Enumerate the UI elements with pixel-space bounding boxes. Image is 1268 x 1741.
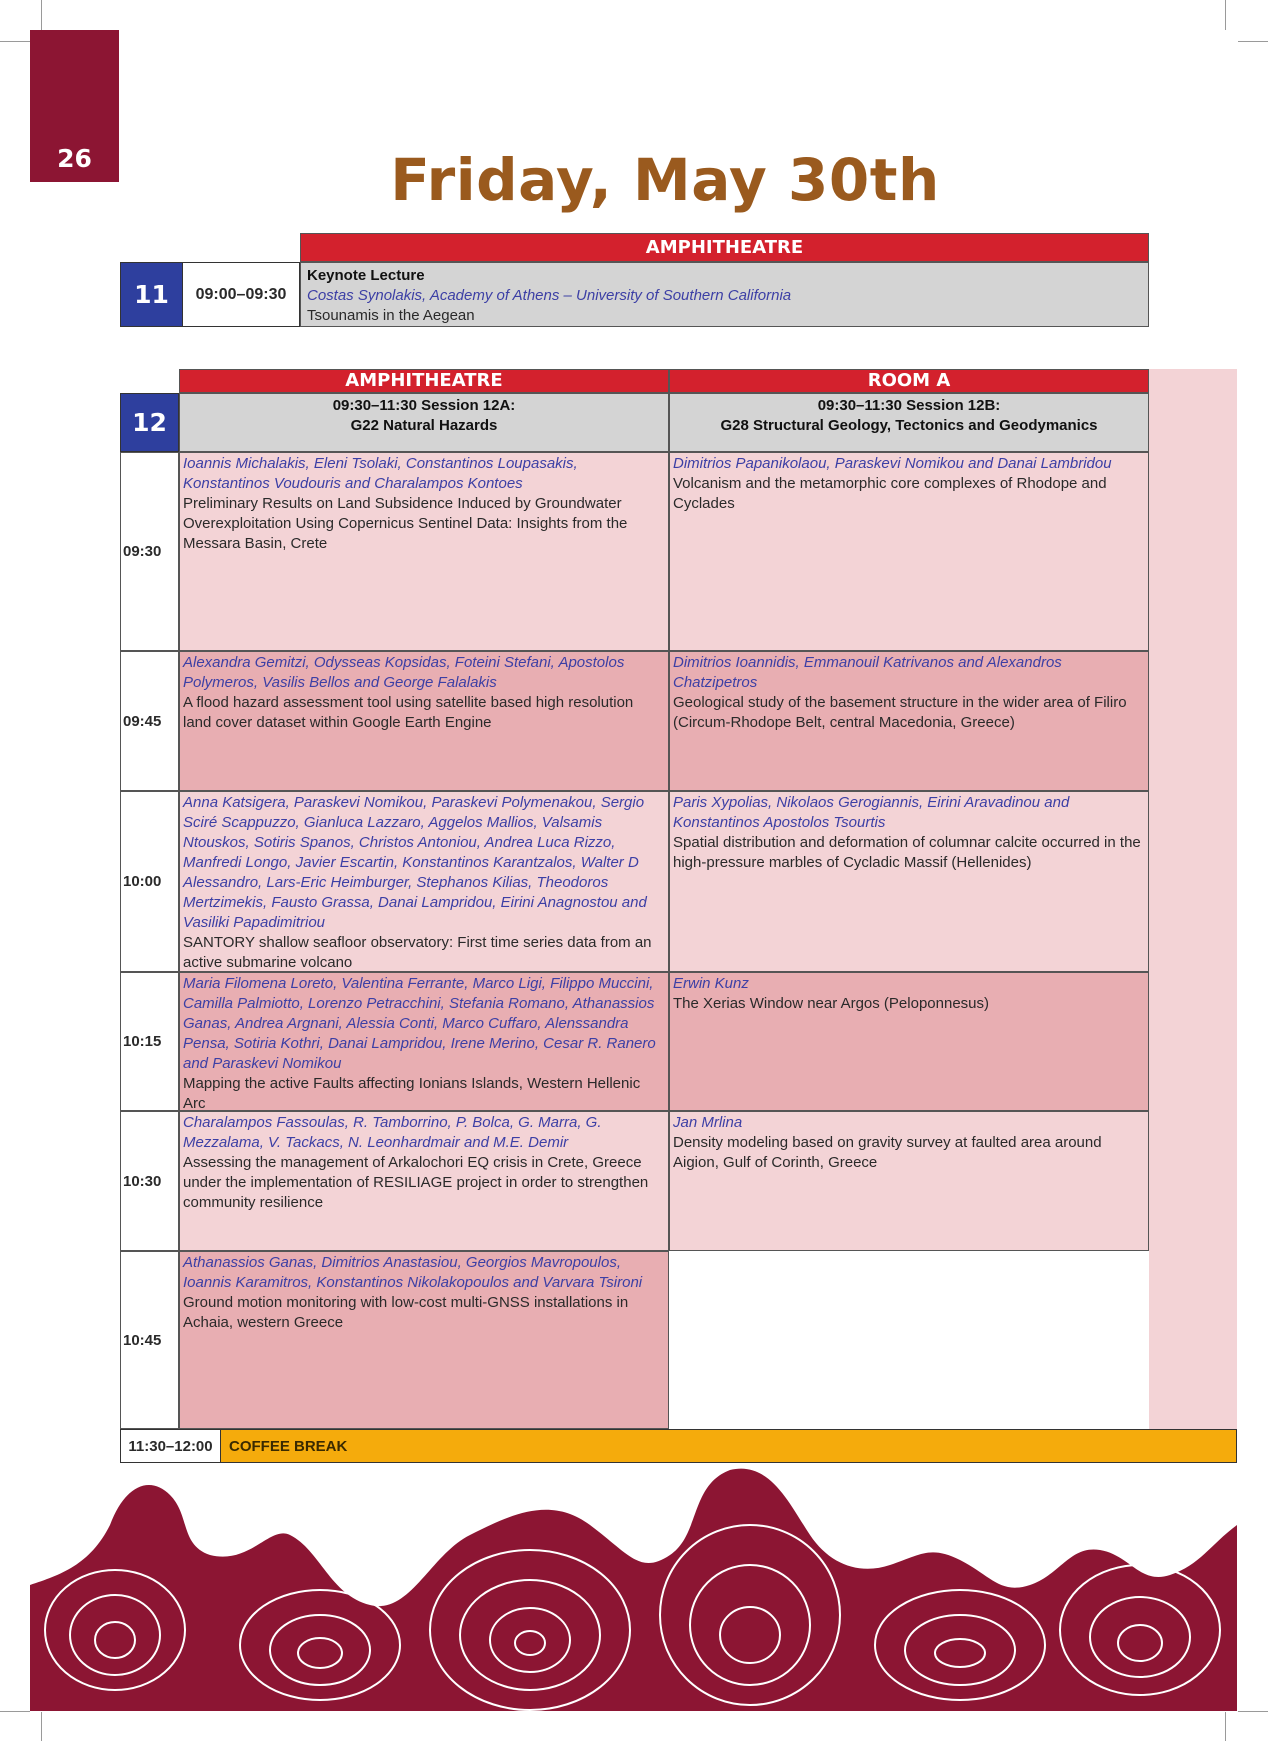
talk-cell: [669, 972, 1149, 1111]
talk-cell: [179, 1111, 669, 1251]
block12-number: 12: [120, 393, 179, 452]
page-title: Friday, May 30th: [390, 146, 940, 214]
block11-number: 11: [120, 262, 183, 327]
talk-title: Ground motion monitoring with low-cost multi-GNSS installations in Achaia, western Greece: [183, 1294, 629, 1331]
talk-cell: [669, 651, 1149, 791]
talk-authors: Jan Mrlina: [673, 1114, 743, 1131]
session-12a-time: 09:30–11:30 Session 12A:: [332, 397, 516, 414]
block11-room-header: AMPHITHEATRE: [300, 233, 1149, 262]
talk-authors: Dimitrios Ioannidis, Emmanouil Katrivanos and Alexandros Chatzipetros: [673, 654, 1062, 691]
talk-title: Mapping the active Faults affecting Ionians Islands, Western Hellenic Arc: [183, 1075, 641, 1111]
talk-authors: Alexandra Gemitzi, Odysseas Kopsidas, Foteini Stefani, Apostolos Polymeros, Vasilis Bellos and George Falalakis: [183, 654, 625, 691]
crop-mark: [1225, 1712, 1226, 1741]
talk-authors: Paris Xypolias, Nikolaos Gerogiannis, Eirini Aravadinou and Konstantinos Apostolos Tsourtis: [673, 794, 1070, 831]
talk-authors: Anna Katsigera, Paraskevi Nomikou, Paraskevi Polymenakou, Sergio Sciré Scappuzzo, Gianluca Lazzaro, Aggelos Mallios, Valsamis Ntouskos, Sotiris Spanos, Christos Antoniou, Andrea Luca Rizzo, Manfredi Longo, Javier Escartin, Konstantinos Karantzalos, Walter D Alessandro, Lars-Eric Heimburger, Stephanos Kilias, Theodoros Mertzimekis, Fausto Grassa, Danai Lampridou, Eirini Anagnostou and Vasiliki Papadimitriou: [183, 794, 647, 931]
talk-cell: [179, 972, 669, 1111]
talk-cell: [179, 1251, 669, 1429]
crop-mark: [0, 41, 30, 42]
slot-time: 10:30: [120, 1111, 179, 1251]
crop-mark: [1238, 1711, 1268, 1712]
talk-cell: [179, 452, 669, 651]
talk-authors: Ioannis Michalakis, Eleni Tsolaki, Constantinos Loupasakis, Konstantinos Voudouris and Charalampos Kontoes: [183, 455, 578, 492]
talk-title: SANTORY shallow seafloor observatory: First time series data from an active submarine volcano: [183, 934, 652, 971]
keynote-type: Keynote Lecture: [307, 267, 425, 284]
coffee-break-label: COFFEE BREAK: [221, 1429, 1237, 1463]
right-background: [1149, 369, 1237, 1429]
talk-title: The Xerias Window near Argos (Peloponnesus): [673, 995, 989, 1012]
talk-title: Spatial distribution and deformation of columnar calcite occurred in the high-pressure marbles of Cycladic Massif (Hellenides): [673, 834, 1141, 871]
page-number: 26: [57, 144, 92, 173]
talk-cell: [669, 791, 1149, 972]
crop-mark: [41, 1712, 42, 1741]
session-12b-name: G28 Structural Geology, Tectonics and Geodymanics: [720, 417, 1098, 434]
keynote-title: Tsounamis in the Aegean: [307, 307, 475, 324]
talk-title: Volcanism and the metamorphic core complexes of Rhodope and Cyclades: [673, 475, 1107, 512]
talk-cell: [669, 1111, 1149, 1251]
talk-authors: Athanassios Ganas, Dimitrios Anastasiou, Georgios Mavropoulos, Ioannis Karamitros, Konstantinos Nikolakopoulos and Varvara Tsironi: [183, 1254, 643, 1291]
talk-authors: Maria Filomena Loreto, Valentina Ferrante, Marco Ligi, Filippo Muccini, Camilla Palmiotto, Lorenzo Petracchini, Stefania Romano, Athanassios Ganas, Andrea Argnani, Alessia Conti, Marco Cuffaro, Alenssandra Pensa, Sotiria Kothri, Danai Lampridou, Irene Merino, Cesar R. Ranero and Paraskevi Nomikou: [183, 975, 656, 1072]
session-12a-header: [179, 393, 669, 452]
talk-cell: [179, 791, 669, 972]
slot-time: 10:00: [120, 791, 179, 972]
talk-title: Assessing the management of Arkalochori EQ crisis in Crete, Greece under the implementation of RESILIAGE project in order to strengthen community resilience: [183, 1154, 649, 1211]
crop-mark: [0, 1711, 30, 1712]
talk-title: Density modeling based on gravity survey at faulted area around Aigion, Gulf of Corinth, Greece: [673, 1134, 1102, 1171]
slot-time: 09:30: [120, 452, 179, 651]
talk-authors: Charalampos Fassoulas, R. Tamborrino, P. Bolca, G. Marra, G. Mezzalama, V. Tackacs, N. Leonhardmair and M.E. Demir: [183, 1114, 602, 1151]
slot-time: 10:15: [120, 972, 179, 1111]
session-12b-header: [669, 393, 1149, 452]
slot-time: 09:45: [120, 651, 179, 791]
talk-title: Geological study of the basement structure in the wider area of Filiro (Circum-Rhodope Belt, central Macedonia, Greece): [673, 694, 1127, 731]
room-header-room-a: ROOM A: [669, 369, 1149, 393]
talk-authors: Dimitrios Papanikolaou, Paraskevi Nomikou and Danai Lambridou: [673, 455, 1112, 472]
talk-cell: [669, 452, 1149, 651]
keynote-author: Costas Synolakis, Academy of Athens – University of Southern California: [307, 287, 792, 304]
talk-title: A flood hazard assessment tool using satellite based high resolution land cover dataset within Google Earth Engine: [183, 694, 634, 731]
crop-mark: [1238, 41, 1268, 42]
keynote-cell: [300, 262, 1149, 327]
session-12b-time: 09:30–11:30 Session 12B:: [817, 397, 1001, 414]
slot-time: 10:45: [120, 1251, 179, 1429]
crop-mark: [1225, 0, 1226, 30]
coffee-break-time: 11:30–12:00: [120, 1429, 221, 1463]
talk-cell: [179, 651, 669, 791]
topographic-footer-art: [30, 1465, 1237, 1711]
session-12a-name: G22 Natural Hazards: [350, 417, 498, 434]
crop-mark: [41, 0, 42, 30]
block11-time: 09:00–09:30: [182, 262, 300, 327]
room-header-amphitheatre: AMPHITHEATRE: [179, 369, 669, 393]
talk-authors: Erwin Kunz: [673, 975, 749, 992]
talk-title: Preliminary Results on Land Subsidence Induced by Groundwater Overexploitation Using Copernicus Sentinel Data: Insights from the Messara Basin, Crete: [183, 495, 628, 552]
